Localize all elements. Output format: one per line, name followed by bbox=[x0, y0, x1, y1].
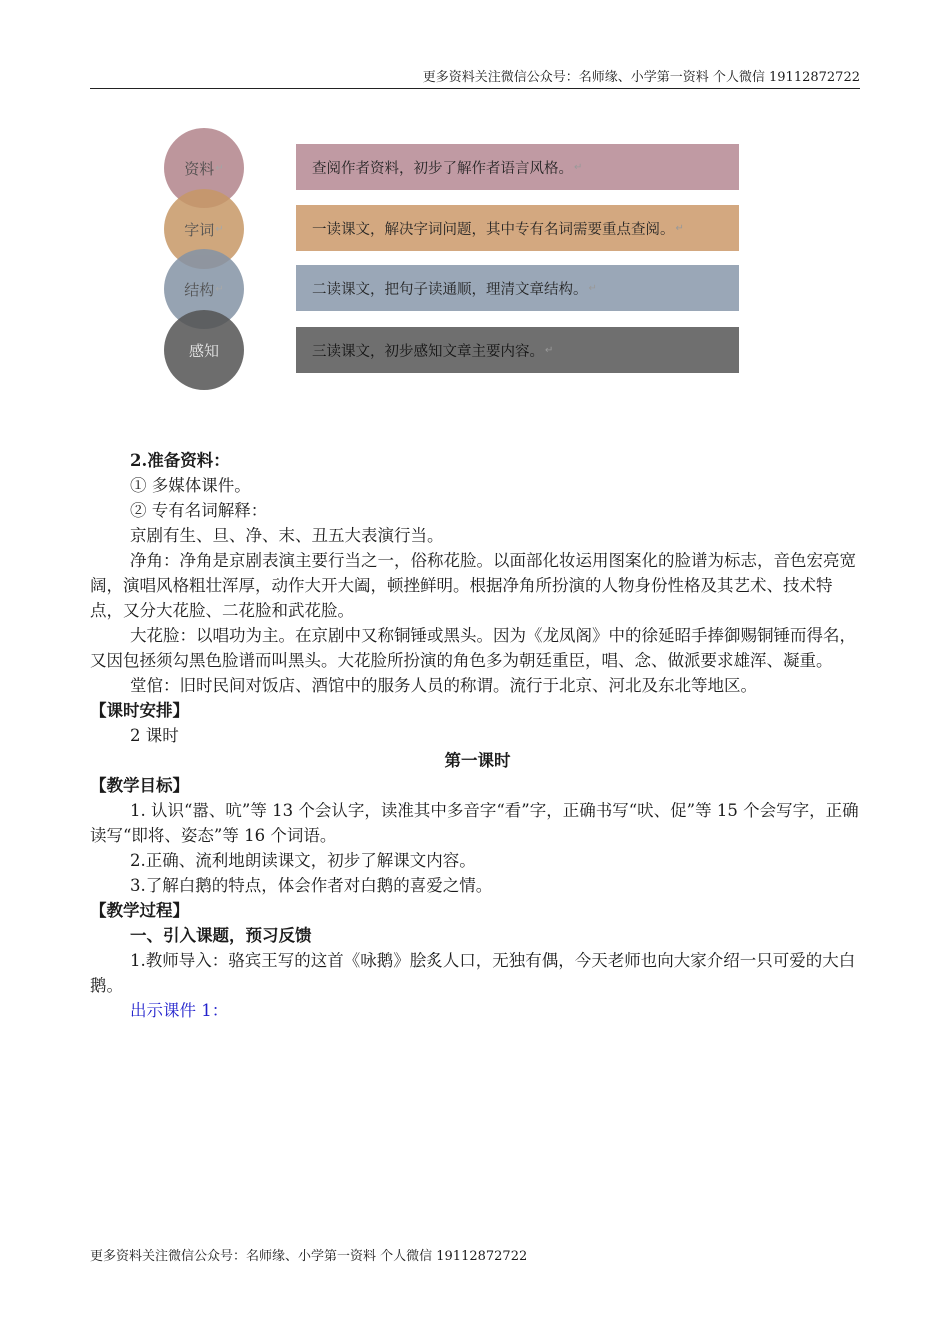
schedule-heading: 【课时安排】 bbox=[90, 701, 189, 720]
dahualian-paragraph: 大花脸：以唱功为主。在京剧中又称铜锤或黑头。因为《龙凤阁》中的徐延昭手捧御赐铜锤而得名，又因包拯须勾黑色脸谱而叫黑头。大花脸所扮演的角色多为朝廷重臣，唱、念、做派要求雄浑、凝重。 bbox=[90, 626, 856, 670]
jingjiao-paragraph: 净角：净角是京剧表演主要行当之一，俗称花脸。以面部化妆运用图案化的脸谱为标志，音色宏亮宽阔，演唱风格粗壮浑厚，动作大开大阖，顿挫鲜明。根据净角所扮演的人物身份性格及其艺术、技术特点，又分大花脸、二花脸和武花脸。 bbox=[90, 551, 856, 620]
main-content bbox=[90, 448, 865, 1023]
diagram-circle-resources: 资料 ↵ bbox=[164, 128, 244, 208]
diagram-circle-perception: 感知 bbox=[164, 310, 244, 390]
goal-3: 3.了解白鹅的特点，体会作者对白鹅的喜爱之情。 bbox=[130, 876, 493, 895]
goal-1: 1. 认识“嚣、吭”等 13 个会认字，读准其中多音字“看”字，正确书写“吠、促”等 15 个会写字，正确读写“即将、姿态”等 16 个词语。 bbox=[90, 801, 859, 845]
diagram-box-perception: 三读课文，初步感知文章主要内容。 ↵ bbox=[296, 327, 739, 373]
jingju-paragraph: 京剧有生、旦、净、末、丑五大表演行当。 bbox=[130, 526, 444, 545]
diagram-box-words: 一读课文，解决字词问题，其中专有名词需要重点查阅。 ↵ bbox=[296, 205, 739, 251]
process-heading: 【教学过程】 bbox=[90, 901, 189, 920]
diagram-circle-words: 字词 ↵ bbox=[164, 189, 244, 269]
step-1: 1.教师导入：骆宾王写的这首《咏鹅》脍炙人口，无独有偶，今天老师也向大家介绍一只可爱的大白鹅。 bbox=[90, 951, 856, 995]
tangguan-paragraph: 堂倌：旧时民间对饭店、酒馆中的服务人员的称谓。流行于北京、河北及东北等地区。 bbox=[130, 676, 757, 695]
lesson-title: 第一课时 bbox=[444, 751, 511, 770]
diagram-circle-structure: 结构 ↵ bbox=[164, 249, 244, 329]
goals-heading: 【教学目标】 bbox=[90, 776, 189, 795]
diagram-box-resources: 查阅作者资料，初步了解作者语言风格。 ↵ bbox=[296, 144, 739, 190]
courseware-link[interactable]: 出示课件 1： bbox=[130, 1001, 229, 1020]
page-footer: 更多资料关注微信公众号：名师缘、小学第一资料 个人微信 19112872722 bbox=[90, 1249, 528, 1264]
section-1-heading: 一、引入课题，预习反馈 bbox=[130, 926, 312, 945]
prep-heading: 2.准备资料： bbox=[130, 451, 230, 470]
prep-item-2: ② 专有名词解释： bbox=[130, 501, 268, 520]
goal-2: 2.正确、流利地朗读课文，初步了解课文内容。 bbox=[130, 851, 476, 870]
diagram-box-structure: 二读课文，把句子读通顺，理清文章结构。 ↵ bbox=[296, 265, 739, 311]
prep-item-1: ① 多媒体课件。 bbox=[130, 476, 251, 495]
page-header: 更多资料关注微信公众号：名师缘、小学第一资料 个人微信 19112872722 bbox=[90, 68, 860, 89]
schedule-text: 2 课时 bbox=[130, 726, 179, 745]
